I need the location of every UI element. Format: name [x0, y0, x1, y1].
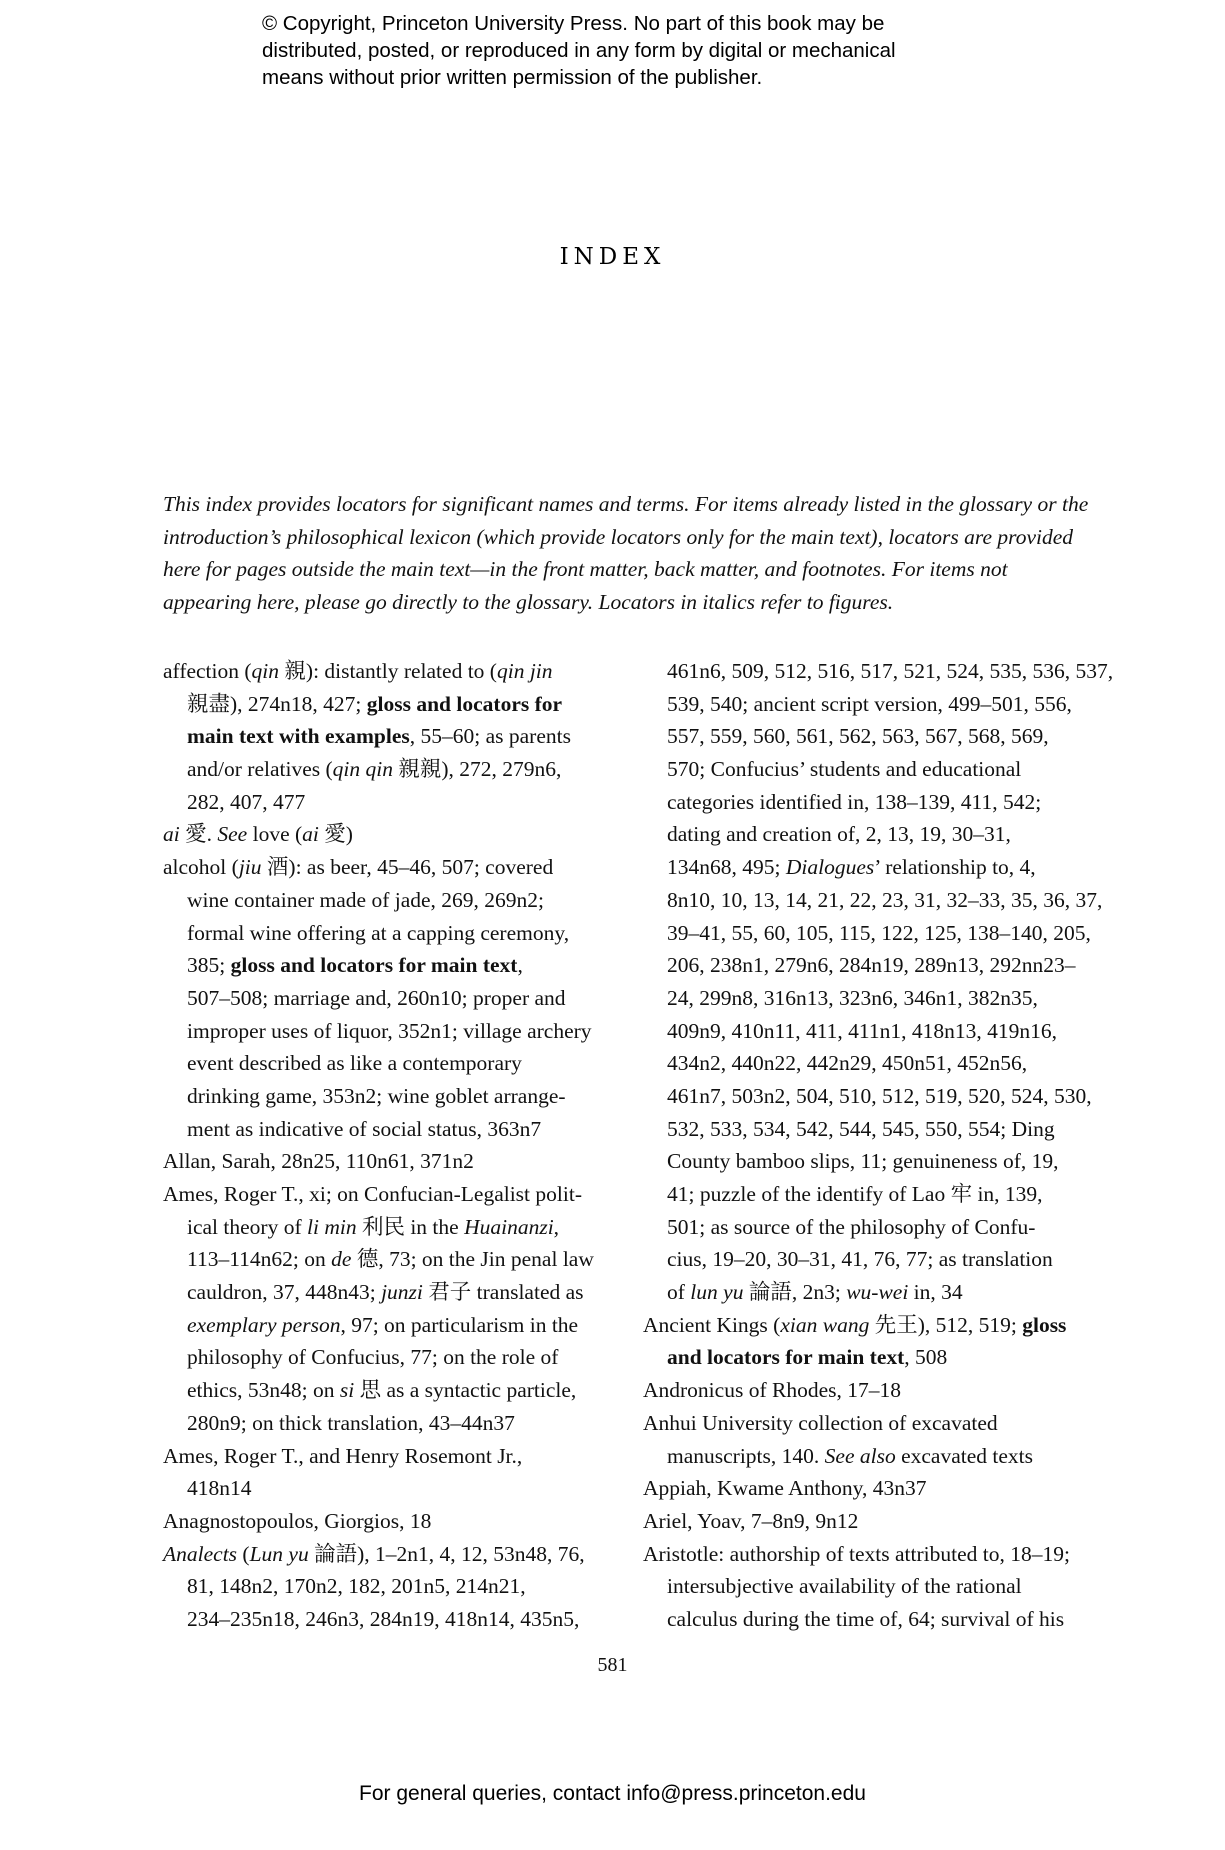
index-entry-continuation	[163, 786, 623, 819]
index-text-segment: categories identified in, 138–139, 411, 542;	[667, 789, 1042, 814]
index-entry-continuation	[163, 1211, 623, 1244]
index-text-segment: 532, 533, 534, 542, 544, 545, 550, 554; Ding	[667, 1116, 1055, 1141]
index-text-segment: 德, 73; on the Jin penal law	[351, 1247, 594, 1272]
copyright-line: © Copyright, Princeton University Press. No part of this book may be	[262, 12, 885, 35]
index-entry-continuation	[163, 917, 623, 950]
index-text-segment: formal wine offering at a capping ceremony,	[187, 920, 570, 945]
index-entry-line	[163, 1440, 623, 1473]
index-text-segment: , 508	[904, 1345, 948, 1370]
index-text-segment: ethics, 53n48; on	[187, 1378, 340, 1403]
index-text-segment: Aristotle: authorship of texts attributed to, 18–19;	[643, 1541, 1070, 1566]
index-entry-line	[163, 1538, 623, 1571]
index-entry-line	[643, 1407, 1113, 1440]
index-entry-continuation	[163, 688, 623, 721]
index-entry-continuation	[643, 1440, 1113, 1473]
index-text-segment: 113–114n62; on	[187, 1247, 332, 1272]
index-entry-continuation	[163, 1015, 623, 1048]
index-entry-continuation	[163, 1407, 623, 1440]
index-text-segment: , 97; on particularism in the	[340, 1312, 579, 1337]
index-entry-continuation	[163, 1603, 623, 1636]
index-text-segment: event described as like a contemporary	[187, 1051, 522, 1076]
index-entry-continuation	[163, 1276, 623, 1309]
index-column-right	[643, 655, 1113, 1636]
index-entry-continuation	[643, 753, 1113, 786]
index-text-segment: li min	[307, 1214, 357, 1239]
index-entry-line	[163, 851, 623, 884]
footer-contact: For general queries, contact info@press.princeton.edu	[359, 1782, 866, 1805]
index-entry-continuation	[163, 720, 623, 753]
index-entry-continuation	[163, 1080, 623, 1113]
index-text-segment: cauldron, 37, 448n43;	[187, 1280, 382, 1305]
index-entry-continuation	[643, 1211, 1113, 1244]
index-text-segment: wine container made of jade, 269, 269n2;	[187, 887, 545, 912]
index-entry-continuation	[163, 1472, 623, 1505]
copyright-notice	[262, 10, 1022, 91]
index-entry-line	[163, 818, 623, 851]
index-text-segment: Andronicus of Rhodes, 17–18	[643, 1378, 901, 1403]
index-text-segment: 論語, 2n3;	[743, 1280, 847, 1305]
index-text-segment: ,	[517, 953, 523, 978]
index-entry-continuation	[643, 1113, 1113, 1146]
index-text-segment: Ames, Roger T., xi; on Confucian-Legalist polit-	[163, 1182, 582, 1206]
index-entry-line	[643, 1374, 1113, 1407]
index-text-segment: cius, 19–20, 30–31, 41, 76, 77; as translation	[667, 1247, 1053, 1272]
index-entry-continuation	[643, 720, 1113, 753]
index-entry-line	[163, 1505, 623, 1538]
copyright-line: means without prior written permission of the publisher.	[262, 66, 763, 89]
index-text-segment: exemplary person	[187, 1312, 341, 1337]
index-text-segment: de	[331, 1247, 352, 1272]
index-text-segment: 41; puzzle of the identify of Lao 牢 in, 139,	[667, 1182, 1043, 1206]
index-entry-continuation	[643, 1178, 1113, 1211]
index-text-segment: 8n10, 10, 13, 14, 21, 22, 23, 31, 32–33, 35, 36, 37,	[667, 887, 1103, 912]
intro-line: introduction’s philosophical lexicon (which provide locators only for the main text), locators are provided	[163, 524, 1074, 549]
index-text-segment: See also	[824, 1443, 896, 1468]
index-text-segment: 234–235n18, 246n3, 284n19, 418n14, 435n5,	[187, 1606, 580, 1631]
index-entry-continuation	[643, 851, 1113, 884]
index-entry-continuation	[643, 688, 1113, 721]
index-entry-continuation	[163, 1243, 623, 1276]
index-text-segment: 論語), 1–2n1, 4, 12, 53n48, 76,	[308, 1541, 585, 1566]
index-text-segment: philosophy of Confucius, 77; on the role of	[187, 1345, 559, 1370]
index-text-segment: 思 as a syntactic particle,	[354, 1378, 577, 1403]
index-entry-continuation	[643, 1145, 1113, 1178]
index-entry-continuation	[643, 1341, 1113, 1374]
index-entry-continuation	[163, 1341, 623, 1374]
index-entry-continuation	[643, 884, 1113, 917]
index-text-segment: manuscripts, 140.	[667, 1443, 825, 1468]
index-entry-line	[643, 1309, 1113, 1342]
index-text-segment: 461n6, 509, 512, 516, 517, 521, 524, 535, 536, 537,	[667, 659, 1114, 683]
index-entry-continuation	[163, 1113, 623, 1146]
index-text-segment: 134n68, 495;	[667, 855, 786, 880]
index-text-segment: 557, 559, 560, 561, 562, 563, 567, 568, 569,	[667, 724, 1049, 749]
index-text-segment: improper uses of liquor, 352n1; village archery	[187, 1018, 592, 1043]
index-entry-continuation	[163, 949, 623, 982]
index-text-segment: 君子 translated as	[422, 1280, 584, 1305]
index-text-segment: Ariel, Yoav, 7–8n9, 9n12	[643, 1508, 859, 1533]
index-entry-continuation	[163, 982, 623, 1015]
index-text-segment: 親親), 272, 279n6,	[393, 757, 562, 782]
index-text-segment: junzi	[381, 1280, 423, 1305]
index-text-segment: Appiah, Kwame Anthony, 43n37	[643, 1476, 927, 1501]
index-text-segment: 434n2, 440n22, 442n29, 450n51, 452n56,	[667, 1051, 1028, 1076]
index-text-segment: 501; as source of the philosophy of Confu-	[667, 1214, 1036, 1239]
index-text-segment: jiu	[238, 855, 262, 880]
index-entry-line	[643, 1472, 1113, 1505]
index-text-segment: Ames, Roger T., and Henry Rosemont Jr.,	[163, 1443, 523, 1468]
index-text-segment: 409n9, 410n11, 411, 411n1, 418n13, 419n16,	[667, 1018, 1057, 1043]
index-text-segment: qin jin	[496, 659, 553, 683]
index-text-segment: gloss and locators for	[366, 691, 563, 716]
index-text-segment: ical theory of	[187, 1214, 307, 1239]
index-entry-line	[163, 655, 623, 688]
index-text-segment: qin qin	[332, 757, 393, 782]
index-text-segment: xian wang	[780, 1312, 870, 1337]
index-text-segment: 利民 in the	[356, 1214, 465, 1239]
index-entry-continuation	[643, 1047, 1113, 1080]
index-entry-continuation	[643, 982, 1113, 1015]
index-entry-continuation	[643, 1570, 1113, 1603]
index-entry-continuation	[643, 1243, 1113, 1276]
index-text-segment: excavated texts	[895, 1443, 1034, 1468]
index-entry-continuation	[643, 1080, 1113, 1113]
page-title: INDEX	[559, 244, 666, 270]
index-entry-continuation	[643, 1015, 1113, 1048]
index-text-segment: 539, 540; ancient script version, 499–501, 556,	[667, 691, 1072, 716]
index-text-segment: main text with examples	[187, 724, 410, 749]
index-introduction	[163, 488, 1089, 618]
index-text-segment: and/or relatives (	[187, 757, 333, 782]
index-text-segment: intersubjective availability of the rational	[667, 1574, 1022, 1599]
index-text-segment: 愛)	[318, 822, 353, 847]
index-text-segment: 570; Confucius’ students and educational	[667, 757, 1022, 782]
index-text-segment: ,	[553, 1214, 560, 1239]
index-entry-continuation	[163, 1047, 623, 1080]
index-text-segment: , 55–60; as parents	[409, 724, 571, 749]
index-text-segment: 愛.	[179, 822, 218, 847]
index-text-segment: Allan, Sarah, 28n25, 110n61, 371n2	[163, 1149, 474, 1174]
index-entry-continuation	[163, 1309, 623, 1342]
index-text-segment: dating and creation of, 2, 13, 19, 30–31,	[667, 822, 1011, 847]
intro-line: appearing here, please go directly to the glossary. Locators in italics refer to figures.	[163, 589, 894, 614]
index-entry-continuation	[643, 1276, 1113, 1309]
index-text-segment: 24, 299n8, 316n13, 323n6, 346n1, 382n35,	[667, 985, 1038, 1010]
intro-line: This index provides locators for significant names and terms. For items already listed in the glossary or the	[163, 492, 1089, 516]
index-text-segment: 461n7, 503n2, 504, 510, 512, 519, 520, 524, 530,	[667, 1083, 1092, 1108]
index-text-segment: in, 34	[908, 1280, 963, 1305]
index-text-segment: 親盡), 274n18, 427;	[187, 691, 367, 716]
index-entry-continuation	[163, 884, 623, 917]
index-text-segment: alcohol (	[163, 855, 239, 880]
index-text-segment: Huainanzi	[464, 1214, 554, 1239]
index-text-segment: 親): distantly related to (	[279, 659, 497, 683]
index-entry-continuation	[643, 949, 1113, 982]
index-text-segment: calculus during the time of, 64; survival of his	[667, 1606, 1065, 1631]
index-text-segment: ’ relationship to, 4,	[874, 855, 1036, 880]
index-text-segment: 507–508; marriage and, 260n10; proper and	[187, 985, 566, 1010]
index-text-segment: drinking game, 353n2; wine goblet arrange-	[187, 1083, 566, 1108]
index-entry-line	[163, 1145, 623, 1178]
index-text-segment: of	[667, 1280, 691, 1305]
index-entry-line	[163, 1178, 623, 1211]
index-text-segment: and locators for main text	[667, 1345, 905, 1370]
index-text-segment: 81, 148n2, 170n2, 182, 201n5, 214n21,	[187, 1574, 526, 1599]
index-text-segment: si	[339, 1378, 355, 1403]
index-entry-continuation	[643, 818, 1113, 851]
index-text-segment: 39–41, 55, 60, 105, 115, 122, 125, 138–140, 205,	[667, 920, 1091, 945]
index-text-segment: qin	[251, 659, 280, 683]
index-text-segment: 418n14	[187, 1476, 252, 1501]
index-text-segment: 385;	[187, 953, 231, 978]
index-text-segment: 先王), 512, 519;	[869, 1312, 1023, 1337]
index-text-segment: ai	[163, 822, 180, 847]
index-entry-continuation	[643, 655, 1113, 688]
index-text-segment: ment as indicative of social status, 363n7	[187, 1116, 542, 1141]
index-entry-line	[643, 1538, 1113, 1571]
index-text-segment: County bamboo slips, 11; genuineness of, 19,	[667, 1149, 1059, 1174]
index-text-segment: 282, 407, 477	[187, 789, 306, 814]
page-number: 581	[597, 1654, 628, 1676]
index-text-segment: wu-wei	[846, 1280, 909, 1305]
index-entry-line	[643, 1505, 1113, 1538]
index-text-segment: Anagnostopoulos, Giorgios, 18	[163, 1508, 432, 1533]
intro-line: here for pages outside the main text—in the front matter, back matter, and footnotes. For items not	[163, 557, 1008, 581]
index-text-segment: (	[237, 1541, 250, 1566]
index-text-segment: 酒): as beer, 45–46, 507; covered	[261, 855, 554, 880]
index-entry-continuation	[643, 1603, 1113, 1636]
index-text-segment: affection (	[163, 659, 252, 683]
index-entry-continuation	[643, 786, 1113, 819]
copyright-line: distributed, posted, or reproduced in any form by digital or mechanical	[262, 39, 896, 62]
index-text-segment: 280n9; on thick translation, 43–44n37	[187, 1410, 515, 1435]
index-text-segment: Dialogues	[785, 855, 875, 880]
index-text-segment: gloss and locators for main text	[230, 953, 518, 978]
index-text-segment: love (	[247, 822, 303, 847]
index-text-segment: Anhui University collection of excavated	[643, 1410, 998, 1435]
index-text-segment: Analects	[163, 1541, 238, 1566]
index-entry-continuation	[163, 753, 623, 786]
index-text-segment: Lun yu	[249, 1541, 309, 1566]
index-column-left	[163, 655, 623, 1636]
index-entry-continuation	[643, 917, 1113, 950]
index-text-segment: See	[217, 822, 248, 847]
index-entry-continuation	[163, 1570, 623, 1603]
index-text-segment: 206, 238n1, 279n6, 284n19, 289n13, 292nn23–	[667, 953, 1076, 978]
index-text-segment: Ancient Kings (	[643, 1312, 781, 1337]
index-text-segment: ai	[302, 822, 319, 847]
index-text-segment: lun yu	[690, 1280, 744, 1305]
index-text-segment: gloss	[1022, 1312, 1067, 1337]
index-entry-continuation	[163, 1374, 623, 1407]
